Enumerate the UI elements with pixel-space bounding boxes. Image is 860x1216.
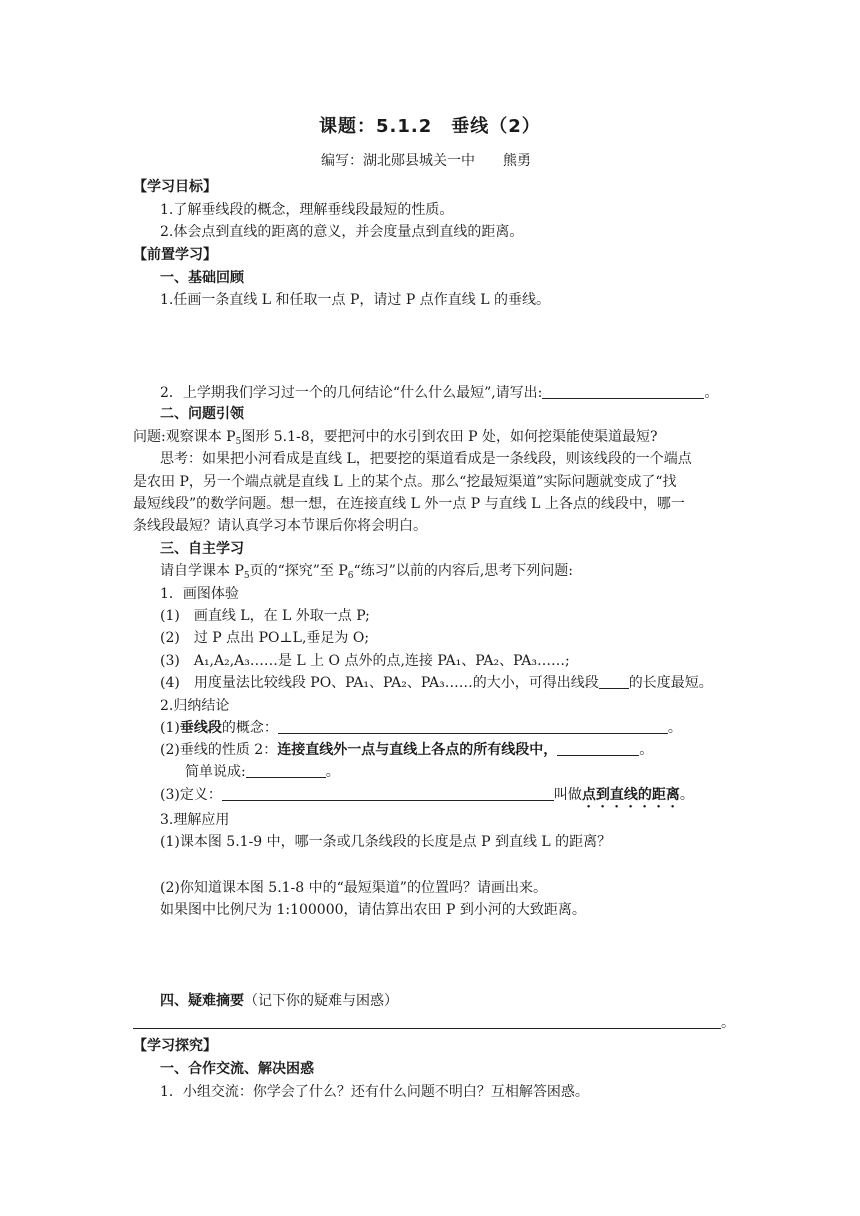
review-question-2 [160, 383, 718, 403]
conclusion-2-num: (2)垂线的性质 2： [160, 742, 278, 758]
apply-q2: (2)你知道课本图 5.1-8 中的“最短渠道”的位置吗？请画出来。 [160, 880, 547, 896]
goal-item-1: 1.了解垂线段的概念，理解垂线段最短的性质。 [160, 202, 454, 218]
conclusion-1-term: 垂线段 [179, 720, 222, 736]
self-study-heading: 三、自主学习 [160, 541, 244, 557]
draw-exp-heading: 1．画图体验 [160, 586, 239, 602]
draw-step-4-text: (4) 用度量法比较线段 PO、PA₁、PA₂、PA₃……的大小，可得出线段 [160, 675, 599, 691]
simple-end: 。 [325, 764, 340, 780]
self-study-intro-sub1: 5 [243, 571, 250, 581]
conclusion-2 [160, 740, 653, 760]
property-blank[interactable] [557, 741, 639, 756]
author-line: 编写：湖北郧县城关一中 熊勇 [321, 153, 531, 169]
shortest-segment-blank[interactable] [599, 674, 629, 689]
review-question-2-end: 。 [704, 385, 719, 401]
conclusion-1 [160, 718, 682, 738]
pre-study-heading: 【前置学习】 [133, 247, 217, 263]
goal-item-2: 2.体会点到直线的距离的意义，并会度量点到直线的距离。 [160, 224, 524, 240]
guide-think-line-2: 是农田 P，另一个端点就是直线 L 上的某个点。那么“挖最短渠道”实际问题就变成了“找 [133, 474, 677, 490]
conclusion-3 [160, 785, 694, 811]
review-question-2-text: 2．上学期我们学习过一个的几何结论“什么什么最短”,请写出: [160, 385, 543, 401]
goals-heading: 【学习目标】 [133, 179, 217, 195]
conclusion-1-end: 。 [667, 720, 682, 736]
conclusion-1-num: (1) [160, 720, 180, 736]
conclusion-1-text: 的概念： [221, 720, 278, 736]
difficulty-line [160, 991, 398, 1011]
review-answer-blank[interactable] [542, 384, 704, 399]
draw-step-4 [160, 673, 713, 693]
explore-heading: 【学习探究】 [133, 1038, 217, 1054]
conclusion-heading: 2.归纳结论 [160, 698, 230, 714]
self-study-intro-b: 页的“探究”至 P [249, 563, 348, 579]
guide-question-text-a: 问题:观察课本 P [133, 429, 236, 445]
simple-blank[interactable] [246, 763, 326, 778]
definition-term: 点到直线的距离 [581, 787, 680, 803]
conclusion-2-end: 。 [639, 742, 654, 758]
apply-q1: (1)课本图 5.1-9 中，哪一条或几条线段的长度是点 P 到直线 L 的距离？ [160, 834, 612, 850]
apply-heading: 3.理解应用 [160, 812, 230, 828]
guide-question-text-b: 图形 5.1-8，要把河中的水引到农田 P 处，如何挖渠能使渠道最短? [241, 429, 658, 445]
guide-think-line-3: 最短线段”的数学问题。想一想，在连接直线 L 外一点 P 与直线 L 上各点的线段中，哪一 [133, 496, 685, 512]
self-study-intro-c: “练习”以前的内容后,思考下列问题: [353, 563, 574, 579]
definition-label: (3)定义： [160, 787, 222, 803]
difficulty-answer-line [133, 1013, 735, 1033]
difficulty-heading: 四、疑难摘要 [160, 993, 244, 1009]
apply-q3: 如果图中比例尺为 1:100000，请估算出农田 P 到小河的大致距离。 [160, 902, 586, 918]
definition-blank[interactable] [222, 786, 554, 801]
group-discussion: 1．小组交流：你学会了什么？还有什么问题不明白？互相解答困惑。 [160, 1084, 589, 1100]
self-study-intro-a: 请自学课本 P [160, 563, 244, 579]
review-question-1: 1.任画一条直线 L 和任取一点 P，请过 P 点作直线 L 的垂线。 [160, 292, 550, 308]
simple-label: 简单说成: [185, 764, 246, 780]
page-title: 课题：5.1.2 垂线（2） [319, 116, 541, 137]
self-study-intro-sub2: 6 [347, 571, 354, 581]
definition-called: 叫做 [553, 787, 582, 803]
draw-step-4-end: 的长度最短。 [628, 675, 713, 691]
difficulty-blank[interactable] [133, 1014, 721, 1029]
definition-end: 。 [679, 787, 694, 803]
guide-think-line-4: 条线段最短？请认真学习本节课后你将会明白。 [133, 518, 427, 534]
difficulty-end: 。 [721, 1015, 735, 1031]
cooperate-heading: 一、合作交流、解决困惑 [160, 1061, 314, 1077]
conclusion-2-bold: 连接直线外一点与直线上各点的所有线段中， [277, 742, 558, 758]
guide-question [133, 427, 658, 447]
draw-step-1: (1) 画直线 L，在 L 外取一点 P; [160, 608, 370, 624]
draw-step-3: (3) A₁,A₂,A₃……是 L 上 O 点外的点,连接 PA₁、PA₂、PA₃……; [160, 653, 570, 669]
guide-think-line-1: 思考：如果把小河看成是直线 L，把要挖的渠道看成是一条线段，则该线段的一个端点 [160, 451, 692, 467]
guide-question-sub: 5 [235, 437, 242, 447]
conclusion-2-simple [185, 762, 340, 782]
self-study-intro [160, 561, 573, 581]
difficulty-note: （记下你的疑难与困惑） [244, 993, 398, 1009]
concept-blank[interactable] [278, 719, 668, 734]
draw-step-2: (2) 过 P 点出 PO⊥L,垂足为 O; [160, 630, 370, 646]
review-heading: 一、基础回顾 [160, 270, 244, 286]
guide-heading: 二、问题引领 [160, 406, 244, 422]
